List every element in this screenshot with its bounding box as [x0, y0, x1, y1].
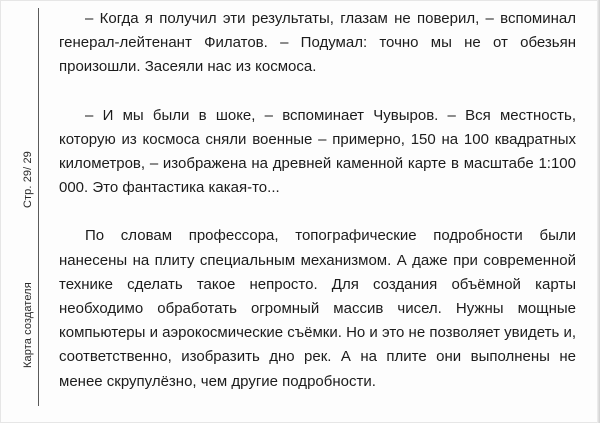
- margin-divider: [38, 8, 39, 406]
- side-margin: [0, 0, 44, 423]
- paragraph: – Когда я получил эти результаты, глазам не поверил, – вспоминал генерал-лейтенант Филатов. – Подумал: точно мы не от обезьян произошли. Засеяли нас из космоса.: [59, 10, 576, 76]
- document-title: Карта создателя: [22, 282, 34, 368]
- paragraph: – И мы были в шоке, – вспоминает Чувыров. – Вся местность, которую из космоса сняли военные – примерно, 150 на 100 квадратных километров, – изображена на древней каменной карте в масштабе 1:100 000. Это фантастика какая-то...: [59, 106, 576, 197]
- body-text: [59, 7, 576, 394]
- paragraph: По словам профессора, топографические подробности были нанесены на плиту специальным механизмом. А даже при современной технике сделать такое непросто. Для создания объёмной карты необходимо обработать огромный массив чисел. Нужны мощные компьютеры и аэрокосмические съёмки. Но и это не позволяет увидеть и, соответственно, изобразить дно рек. А на плите они выполнены не менее скрупулёзно, чем другие подробности.: [59, 227, 576, 390]
- page-number: Стр. 29/ 29: [22, 151, 34, 208]
